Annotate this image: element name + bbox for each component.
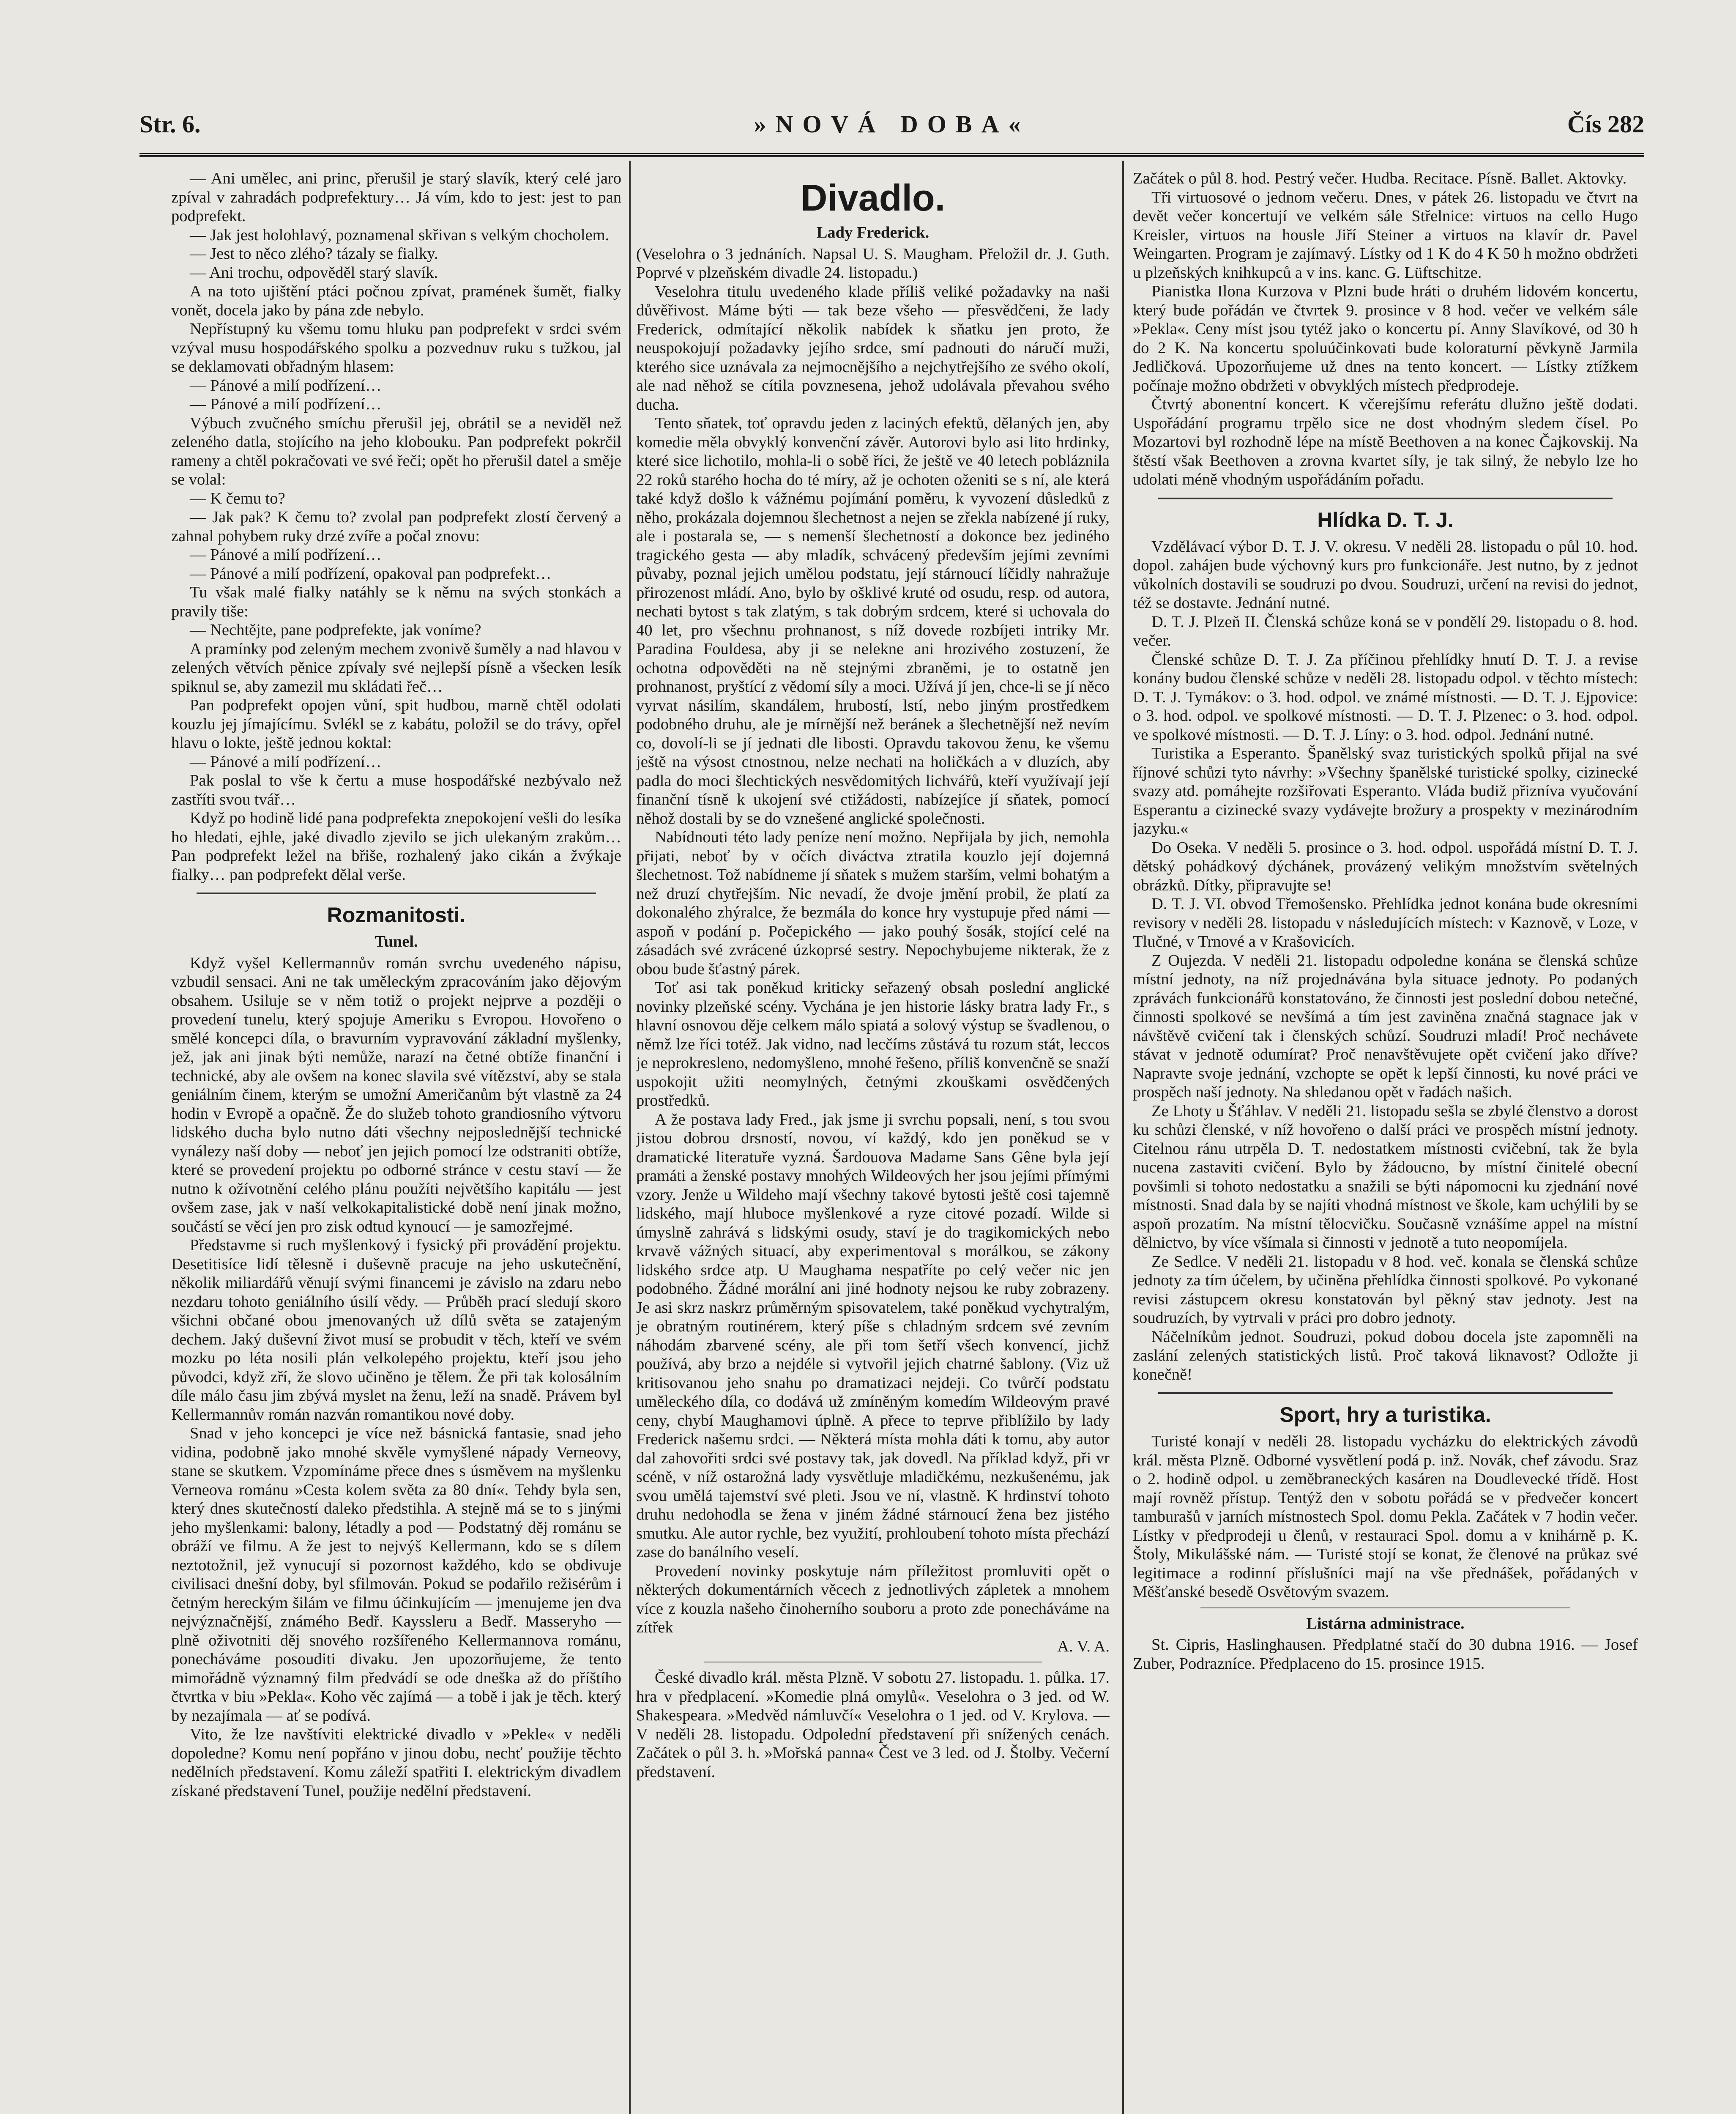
- paragraph: Tento sňatek, toť opravdu jeden z laciných efektů, dělaných jen, aby komedie měla obvyklý konvenční závěr. Autorovi bylo asi lito hrdinky, které sice lichotilo, mohla-li o sobě říci, že ještě ve 40 letech pobláznila 22 roků starého hocha do té míry, až je ochoten oženiti se s ní, ale která také když došlo k vážnému pojímání poměru, k vyvození důsledků z něho, prokázala dojemnou šlechetnost a nejen se zřekla nabízené jí ruky, ale i postarala se, — s nemenší šlechetností a dokonce bez jediného tragického gesta — aby mladík, schvácený především jejími zevními půvaby, poznal jejich umělou podstatu, její stárnoucí líčidly nahražuje přirozenost mládí. Ano, bylo by ošklivé kruté od osudu, resp. od autora, nechati bytost s tak zlatým, s tak dobrým srdcem, které si uchovala do 40 let, pro všechnu prohnanost, s níž dovede rozbíjeti intriky Mr. Paradina Fouldesa, aby ji se nelekne ani hrozivého zostuzení, že ochotna odpověděti na ně stejnými zbraněmi, je to ostatně jen prohnanost, pryštící z vědomí síly a moci. Užívá jí jen, chce-li se jí něco vyrvat násilím, skandálem, hrubostí, lstí, nebo jiným prostředkem podobného druhu, ale je mírnější než beránek a šlechetnější než nevím co, dovolí-li se jí jednati dle libosti. Opravdu takovou ženu, ke všemu ještě na výsost ctnostnou, nelze nechati na holičkách a v dluzích, aby padla do moci šlechtických nesvědomitých lichvářů, kteří využívají její finanční tísně k ukojení své ctižádosti, nabízejíce jí sňatek, pomocí něhož dostali by se do vznešené anglické společnosti.: [636, 414, 1110, 827]
- paragraph: Veselohra titulu uvedeného klade příliš veliké požadavky na naši důvěřivost. Máme býti — tak beze všeho — přesvědčeni, že lady Frederick, odmítající několik nabídek k sňatku jen proto, že neuspokojují požadavky jejího srdce, smí padnouti do náručí muži, kterého sice uznávala za nejmocnějšího a nejchytřejšího ze svého okolí, ale nad něhož se cítila povznesena, jehož udolávala převahou svého ducha.: [636, 282, 1110, 413]
- paragraph: Z Oujezda. V neděli 21. listopadu odpoledne konána se členská schůze místní jednoty, na níž projednávána byla situace jednoty. Po podaných zprávách funkcionářů konstatováno, že činnosti jest poslední dobou netečné, činnosti spolkové se nevšímá a tím jest zaviněna značná stagnace jak v návštěvě cvičení tak i členských schůzí. Soudruzi mladí! Proč nechávete stávat v jednotě odumírat? Proč nenavštěvujete opět cvičení jako dříve? Napravte svoje jednání, vzchopte se opět k lepší činnosti, ku nové práci ve prospěch naší jednoty. Na shledanou opět v řadách našich.: [1133, 951, 1638, 1101]
- article-intro: (Veselohra o 3 jednáních. Napsal U. S. Maugham. Přeložil dr. J. Guth. Poprvé v plzeňském divadle 24. listopadu.): [636, 245, 1110, 282]
- paragraph: — Pánové a milí podřízení…: [190, 546, 382, 564]
- paragraph: D. T. J. VI. obvod Třemošensko. Přehlídka jednot konána bude okresními revisory v neděli 28. listopadu v následujících místech: v Kaznově, v Loze, v Tlučné, v Trnové a v Krašovicích.: [1133, 895, 1638, 950]
- paragraph: Ze Sedlce. V neděli 21. listopadu v 8 hod. več. konala se členská schůze jednoty za tím účelem, by učiněna přehlídka činnosti spolkové. Po vykonané revisi zástupcem okresu konstatován byl pěkný stav jednoty. Jest na soudruzích, by vytrvali v práci pro dobro jednoty.: [1133, 1252, 1638, 1327]
- paragraph: — Nechtějte, pane podprefekte, jak voníme?: [190, 621, 481, 639]
- newspaper-title: »NOVÁ DOBA«: [754, 110, 1030, 138]
- section-title-dtj: Hlídka D. T. J.: [1317, 508, 1454, 532]
- section-separator: [197, 893, 596, 894]
- separator: [1200, 1607, 1570, 1608]
- paragraph: Členské schůze D. T. J. Za příčinou přehlídky hnutí D. T. J. a revise konány budou členské schůze v neděli 28. listopadu odpol. v těchto místech: D. T. J. Tymákov: o 3. hod. odpol. ve známé místnosti. — D. T. J. Ejpovice: o 3. hod. odpol. ve spolkové místnosti. — D. T. J. Plzenec: o 3. hod. odpol. ve spolkové místnosti. — D. T. J. Líny: o 3. hod. odpol. Jednání nutné.: [1133, 650, 1638, 744]
- paragraph: Provedení novinky poskytuje nám příležitost promluviti opět o některých dokumentárních věcech z jednotlivých zápletek a mnohem více z kouzla našeho činoherního souboru a proto zde ponecháváme na zítřek: [636, 1562, 1110, 1636]
- paragraph: Pianistka Ilona Kurzova v Plzni bude hráti o druhém lidovém koncertu, který bude pořádán ve čtvrtek 9. prosince v 8 hod. večer ve velkém sále »Pekla«. Ceny míst jsou tytéž jako o koncertu pí. Anny Slavíkové, od 30 h do 2 K. Na koncertu spoluúčinkovati bude koloraturní pěvkyně Jarmila Jedličková. Upozorňujeme už dnes na tento koncert. — Lístky ztížkem počínaje možno obdržeti v obvyklých místech předprodeje.: [1133, 282, 1638, 394]
- paragraph: Ze Lhoty u Šťáhlav. V neděli 21. listopadu sešla se zbylé členstvo a dorost ku schůzi členské, v níž hovořeno o další práci ve prospěch místní jednoty. Citelnou ránu utrpěla D. T. nedostatkem místnosti cvičební, tak že byla nucena zastaviti cvičení. Bylo by žádoucno, by místní činitelé obecní povšimli si tohoto nedostatku a snažili se býti nápomocni ku zjednání nové místnosti. Snad dala by se najíti vhodná místnost ve škole, kam uchýlili by se aspoň prozatím. Na místní tělocvičku. Současně vznášíme appel na místní dělnictvo, by více všímala si činnosti v jednotě a tuto neopomíjela.: [1133, 1102, 1638, 1251]
- issue-number: Čís 282: [1567, 110, 1644, 138]
- paragraph: Když vyšel Kellermannův román svrchu uvedeného nápisu, vzbudil sensaci. Ani ne tak uměleckým zpracováním jako dějovým obsahem. Usiluje se v něm totiž o projekt nejprve a později o provedení tunelu, který spojuje Ameriku s Evropou. Hovořeno o smělé koncepci díla, o bravurním vypravování základní myšlenky, jež, jak ani jinak býti nemůže, narazí na četné obtíže finanční i technické, aby ale ovšem na konec slavila své vítězství, aby se stala geniálním činem, kterým se umožní Američanům být vlastně za 24 hodin v Evropě a opačně. Že do služeb tohoto grandiosního výtvoru lidského ducha bylo nutno dáti všechny nejposlednější technické vynálezy naší doby — neboť jen jejich pomocí lze odstraniti obtíže, které se provedení projektu po odborné stránce v cestu staví — že nutno k ožívotnění celého plánu použíti největšího kapitálu — jest ovšem zase, jak v naší velkokapitalistické době není jinak možno, součástí se věcí jen pro zisk odtud kynoucí — je samozřejmé.: [171, 954, 621, 1235]
- paragraph: Toť asi tak poněkud kriticky seřazený obsah poslední anglické novinky plzeňské scény. Vychána je jen historie lásky bratra lady Fr., s hlavní osnovou děje celkem málo spiatá a solový výstup se švadlenou, o němž lze říci totéž. Jak vidno, nad lecčíms zůstává tu rozum stát, leccos je neprokresleno, nedomyšleno, mnohé řešeno, příliš konvenčně se snaží uspokojit užiti neomylných, četnými zkouškami osvědčených prostředků.: [636, 979, 1110, 1109]
- paragraph: Pak poslal to vše k čertu a muse hospodářské nezbývalo než zastříti svou tvář…: [171, 772, 621, 808]
- paragraph: Výbuch zvučného smíchu přerušil jej, obrátil se a neviděl než zeleného datla, stojícího na jeho klobouku. Pan podprefekt pokrčil rameny a chtěl pokračovati ve své řeči; opět ho přerušil datel a směje se volal:: [171, 414, 621, 488]
- article-title: Lady Frederick.: [816, 224, 930, 241]
- paragraph: Turisté konají v neděli 28. listopadu vycházku do elektrických závodů král. města Plzně. Odborné vysvětlení podá p. inž. Novák, chef závodu. Sraz o 2. hodině odpol. u zeměbraneckých kasáren na Doudlevecké třídě. Host mají rovněž přístup. Tentýž den v sobotu pořádá se v předvečer koncert tamburašů v jarních místnostech Spol. domu Pekla. Začátek v 7 hodin večer. Lístky v předprodeji u členů, v restauraci Spol. domu a v knihárně p. K. Štoly, Mikulášské nám. — Turisté stojí se konat, že členové na průkaz své legitimace a rodinní příslušníci mají na vše přednášek, pořádaných v Měšťanské besedě Osvětovým svazem.: [1133, 1432, 1638, 1601]
- column-divider: [1122, 161, 1124, 2114]
- paragraph: — Pánové a milí podřízení…: [190, 395, 382, 413]
- paragraph: St. Cipris, Haslinghausen. Předplatné stačí do 30 dubna 1916. — Josef Zuber, Podrazníce. Předplaceno do 15. prosince 1915.: [1133, 1636, 1638, 1673]
- paragraph: Čtvrtý abonentní koncert. K včerejšímu referátu dlužno ještě dodati. Uspořádání programu trpělo sice ne dost vhodným sledem čísel. Po Mozartovi byl rozhodně lépe na místě Beethoven a na konec Čajkovskij. Na štěstí však Beethoven a zrovna kvartet síly, je tak silný, že nebylo lze ho udolati méně vhodným uspořádáním pořadu.: [1133, 395, 1638, 488]
- paragraph: — Jak pak? K čemu to? zvolal pan podprefekt zlostí červený a zahnal pohybem ruky drzé zvíře a počal znovu:: [171, 508, 621, 545]
- section-title-sport: Sport, hry a turistika.: [1279, 1403, 1491, 1427]
- paragraph: Snad v jeho koncepci je více než básnická fantasie, snad jeho vidina, podobně jako mnohé skvěle vymyšlené nápady Verneovy, stane se skutkem. Vzpomínáme přece dnes s úsměvem na myšlenku Verneova románu »Cesta kolem světa za 80 dní«. Tehdy byla sen, který dnes skutečností daleko předstihla. A stejně má se to s jinými jeho myšlenkami: balony, létadly a pod — Podstatný děj románu se obráží ve filmu. A že jest to nejvýš Kellermann, kdo se s dílem neztotožnil, jež vynucují si pozornost každého, kdo se obdivuje civilisaci dnešní doby, byl sfilmován. Pokud se podařilo režisérům i četným hereckým šilám ve filmu účinkujícím — jmenujeme jen dva nejvýznačnější, známého Bedř. Kayssleru a Bedř. Masseryho — plně oživotniti děj snového rozšířeného Kellermannova románu, ponecháváme posouditi divaku. Jen upozorňujeme, že tento mimořádně významný film předvádí se ode dneška až do příštího čtvrtka v biu »Pekla«. Koho věc zajímá — a tobě i jak je těch. který by nezajímala — ať se podívá.: [171, 1424, 621, 1725]
- paragraph: — Ani umělec, ani princ, přerušil je starý slavík, který celé jaro zpíval v zahradách podprefektury… Já vím, kdo to jest: jest to pan podprefekt.: [171, 170, 621, 225]
- paragraph: Nepřístupný ku všemu tomu hluku pan podprefekt v srdci svém vzýval musu hospodářského spolku a pozvednuv ruku s tužkou, jal se deklamovati obřadným hlasem:: [171, 320, 621, 375]
- paragraph: — Ani trochu, odpověděl starý slavík.: [190, 263, 438, 282]
- section-separator: [1158, 498, 1613, 499]
- paragraph: — Pánové a milí podřízení…: [190, 376, 382, 394]
- paragraph: Začátek o půl 8. hod. Pestrý večer. Hudba. Recitace. Písně. Ballet. Aktovky.: [1133, 170, 1627, 187]
- column-divider: [629, 161, 631, 2114]
- header-rule: [139, 153, 1644, 157]
- section-title-listarna: Listárna administrace.: [1306, 1614, 1465, 1632]
- paragraph: A že postava lady Fred., jak jsme ji svrchu popsali, není, s tou svou jistou dobrou drsností, novou, ví každý, kdo jen poněkud se v dramatické literatuře vyzná. Šardouova Madame Sans Gêne byla její pramáti a ženské postavy mnohých Wildeových her jsou jejími přímými vzory. Jenže u Wildeho mají všechny takové bytosti ještě cosi tajemně lidského, mají hluboce myšlenkové a ryze citové pozadí. Wilde si úmyslně zahrává s lidskými osudy, staví je do tragikomických nebo krvavě vážných situací, aby experimentoval s morálkou, se zákony lidského srdce atp. U Maughama nespatříte po celý večer nic jen podobného. Žádné morální ani jiné hodnoty nejsou ke ruby zobrazeny. Je asi skrz naskrz průměrným spisovatelem, také poněkud vychytralým, je obratným routinérem, který píše s chladným srdcem své zevním náhodám zbarvené scény, ale při tom šetří všech konvencí, jichž používá, aby brzo a nejdéle si vytvořil jejich chatrné šablony. (Viz už kritisovanou jeho snahu po dramatizaci nejdeji. Co tvůrčí podstatu uměleckého díla, co dodává už zmíněným komedím Wildeovým pravé ceny, chybí Maughamovi úplně. A přece to teprve přiblížilo by lady Frederick našemu srdci. — Některá místa mohla dáti k tomu, aby autor dal zahovořiti srdci své postavy tak, jak dovedl. Na příklad když, při vr scéně, v níž ostarožná lady vysvětluje mladičkému, nezkušenému, jak svou umělá tajemství své pleti. Jsou ve ní, vlastně. K hrdinství tohoto druhu nedohodla se žena v jiném žádné stárnoucí žena bez jistého smutku. Ale autor rychle, bez využití, prohloubení tohoto místa přechází zase do banálního veselí.: [636, 1110, 1110, 1561]
- paragraph: Pan podprefekt opojen vůní, spit hudbou, marně chtěl odolati kouzlu jej jímajícímu. Svlékl se z kabátu, položil se do trávy, opřel hlavu o lokte, ještě jednou koktal:: [171, 696, 621, 752]
- paragraph: Tři virtuosové o jednom večeru. Dnes, v pátek 26. listopadu ve čtvrt na devět večer koncertují ve velkém sále Střelnice: virtuos na cello Hugo Kreisler, virtuos na housle Jiří Steiner a virtuos na klavír dr. Pavel Weingarten. Program je zajímavý. Lístky od 1 K do 4 K 50 h možno obdržeti u plzeňských knihkupců a v ins. kanc. G. Lüftschitze.: [1133, 188, 1638, 282]
- paragraph: Nabídnouti této lady peníze není možno. Nepřijala by jich, nemohla přijati, neboť by v očích diváctva ztratila kouzlo její dojemná šlechetnost. Tož nabídneme jí sňatek s mužem starším, velmi bohatým a než druzí chytřejším. Nic nevadí, že dvoje jmění probil, že platí za dokonalého zhýralce, že bezmála do konce hry vystupuje před námi — aspoň v podání p. Počepického — jako pouhý šosák, stojící celé na zásadách své zvrácené úzkoprsé sestry. Nepochybujeme nikterak, že z obou bude šťastný párek.: [636, 828, 1110, 978]
- paragraph: — Pánové a milí podřízení…: [190, 753, 382, 771]
- paragraph: — Jak jest holohlavý, poznamenal skřivan s velkým chocholem.: [190, 226, 610, 244]
- article-title: Tunel.: [375, 933, 418, 950]
- page-header: [139, 101, 1644, 152]
- section-separator: [1158, 1392, 1613, 1394]
- paragraph: České divadlo král. města Plzně. V sobotu 27. listopadu. 1. půlka. 17. hra v předplacení. »Komedie plná omylů«. Veselohra o 3 jed. od W. Shakespeara. »Medvěd námluvčí« Veselohra o 1 jed. od V. Krylova. — V neděli 28. listopadu. Odpolední představení při snížených cenách. Začátek o půl 3. h. »Mořská panna« Čest ve 3 led. od J. Štolby. Večerní představení.: [636, 1669, 1110, 1781]
- paragraph: — K čemu to?: [190, 489, 285, 507]
- paragraph: A pramínky pod zeleným mechem zvonivě šuměly a nad hlavou v zelených větvích pěnice zpívaly své nejlepší písně a všecken lesík spiknul se, aby zamezil mu skládati řeč…: [171, 640, 621, 696]
- paragraph: Tu však malé fialky natáhly se k němu na svých stonkách a pravily tiše:: [171, 583, 621, 620]
- paragraph: D. T. J. Plzeň II. Členská schůze koná se v pondělí 29. listopadu o 8. hod. večer.: [1133, 613, 1638, 649]
- paragraph: Vito, že lze navštíviti elektrické divadlo v »Pekle« v neděli dopoledne? Komu není popřáno v jinou dobu, nechť použije těchto nedělních představení. Komu záleží spatřiti I. elektrickým divadlem získané představení Tunel, použije nedělní představení.: [171, 1725, 621, 1800]
- section-title-divadlo: Divadlo.: [800, 177, 946, 219]
- paragraph: — Jest to něco zlého? tázaly se fialky.: [190, 245, 438, 263]
- section-title-rozmanitosti: Rozmanitosti.: [327, 903, 466, 927]
- column-3: [1133, 169, 1638, 2114]
- paragraph: Náčelníkům jednot. Soudruzi, pokud dobou docela jste zapomněli na zaslání zelených statistických listů. Proč taková liknavost? Odložte ji konečně!: [1133, 1328, 1638, 1383]
- article-signature: A. V. A.: [1057, 1637, 1110, 1655]
- page-number: Str. 6.: [139, 110, 201, 138]
- paragraph: A na toto ujištění ptáci počnou zpívat, pramének šumět, fialky vonět, docela jako by pána zde nebylo.: [171, 282, 621, 319]
- column-2: [636, 169, 1110, 2114]
- column-1: [171, 169, 621, 2114]
- paragraph: Když po hodině lidé pana podprefekta znepokojení vešli do lesíka ho hledati, ejhle, jaké divadlo zjevilo se jich ulekaným zrakům… Pan podprefekt ležel na břiše, rozhalený jako cikán a žvýkaje fialky… pan podprefekt dělal verše.: [171, 809, 621, 884]
- paragraph: Představme si ruch myšlenkový i fysický při provádění projektu. Desetitisíce lidí tělesně i duševně pracuje na jeho uskutečnění, několik miliardářů věnují svými financemi je závislo na zdaru nebo nezdaru tohoto geniálního úsilí vědy. — Průběh prací sledují skoro všichni občané obou jmenovaných už dílů světa se zatajeným dechem. Jaký duševní život musí se probudit v těch, kteří ve svém mozku po léta nosili plán velkolepého projektu, kteří jsou jeho původci, když zří, že slovo učiněno je tělem. Že při tak kolosálním díle málo času jim zbývá myslet na ženu, leží na snadě. Právem byl Kellermannův román nazván romantikou nové doby.: [171, 1236, 621, 1424]
- paragraph: — Pánové a milí podřízení, opakoval pan podprefekt…: [190, 564, 552, 583]
- paragraph: Vzdělávací výbor D. T. J. V. okresu. V neděli 28. listopadu o půl 10. hod. dopol. zahájen bude výchovný kurs pro funkcionáře. Jest nutno, by z jednot vůkolních dostavili se soudruzi po dvou. Soudruzi, určení na revisi do jednot, též se dostavte. Jednání nutné.: [1133, 537, 1638, 612]
- paragraph: Do Oseka. V neděli 5. prosince o 3. hod. odpol. uspořádá místní D. T. J. dětský pohádkový dýchánek, provázený velikým množstvím světelných obrázků. Dítky, připravujte se!: [1133, 838, 1638, 894]
- paragraph: Turistika a Esperanto. Španělský svaz turistických spolků přijal na své říjnové schůzi tyto návrhy: »Všechny španělské turistické spolky, cizinecké svazy atd. pomáhejte rozšiřovati Esperanto. Vláda budiž přizníva vyučování Esperantu a cizinecké svazy vydávejte brožury a prospekty v mezinárodním jazyku.«: [1133, 745, 1638, 838]
